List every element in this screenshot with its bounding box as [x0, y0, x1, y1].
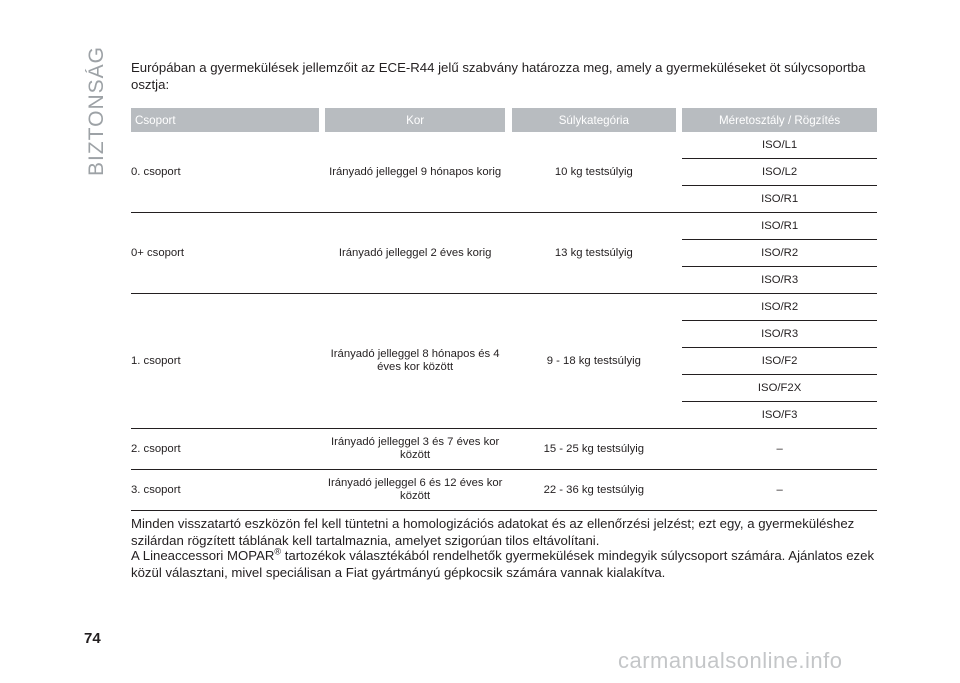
size-cell: ISO/L2 — [682, 159, 877, 186]
group-table — [131, 108, 877, 511]
weight-cell: 22 - 36 kg testsúlyig — [512, 470, 677, 511]
size-cell: ISO/R1 — [682, 186, 877, 213]
size-cell: ISO/R2 — [682, 240, 877, 267]
registered-mark: ® — [274, 546, 282, 557]
table-row — [131, 429, 877, 470]
table-row — [131, 132, 877, 159]
mopar-note — [131, 548, 881, 581]
weight-cell: 13 kg testsúlyig — [512, 213, 677, 294]
size-cell: ISO/R3 — [682, 321, 877, 348]
weight-cell: 10 kg testsúlyig — [512, 132, 677, 213]
table-row — [131, 213, 877, 240]
header-age: Kor — [325, 108, 506, 132]
group-cell: 1. csoport — [131, 294, 319, 429]
size-cell: ISO/R1 — [682, 213, 877, 240]
size-cell: ISO/F2 — [682, 348, 877, 375]
size-cell: ISO/L1 — [682, 132, 877, 159]
mopar-note-end: tartozékok választékából rendelhetők gyermekülések mindegyik súlycsoport számára. Ajánlatos ezek közül választani, mivel speciálisan a Fiat gyártmányú gépkocsik számára vannak kialakítva. — [131, 548, 875, 580]
homologation-note: Minden visszatartó eszközön fel kell tüntetni a homologizációs adatokat és az ellenőrzési jelzést; ezt egy, a gyermeküléshez szilárdan rögzített táblának kell tartalmaznia, amelyet szigorúan tilos eltávolítani. — [131, 516, 855, 548]
age-cell: Irányadó jelleggel 2 éves korig — [325, 213, 506, 294]
size-cell: ISO/F2X — [682, 375, 877, 402]
group-cell: 0. csoport — [131, 132, 319, 213]
section-title: BIZTONSÁG — [85, 46, 108, 176]
age-cell: Irányadó jelleggel 3 és 7 éves kor között — [325, 429, 506, 470]
age-cell: Irányadó jelleggel 6 és 12 éves kor között — [325, 470, 506, 511]
weight-cell: 9 - 18 kg testsúlyig — [512, 294, 677, 429]
age-cell: Irányadó jelleggel 9 hónapos korig — [325, 132, 506, 213]
page-number: 74 — [84, 630, 101, 647]
size-cell: ISO/R3 — [682, 267, 877, 294]
size-cell: – — [682, 470, 877, 511]
watermark: carmanualsonline.info — [618, 648, 843, 673]
intro-paragraph: Európában a gyermekülések jellemzőit az ECE-R44 jelű szabvány határozza meg, amely a gyermeküléseket öt súlycsoportba osztja: — [131, 60, 866, 92]
header-group: Csoport — [131, 108, 319, 132]
mopar-note-start: A Lineaccessori MOPAR — [131, 548, 275, 563]
size-cell: – — [682, 429, 877, 470]
group-cell: 0+ csoport — [131, 213, 319, 294]
age-cell: Irányadó jelleggel 8 hónapos és 4 éves kor között — [325, 294, 506, 429]
size-cell: ISO/R2 — [682, 294, 877, 321]
group-cell: 2. csoport — [131, 429, 319, 470]
size-cell: ISO/F3 — [682, 402, 877, 429]
weight-cell: 15 - 25 kg testsúlyig — [512, 429, 677, 470]
table-row — [131, 470, 877, 511]
header-weight: Súlykategória — [512, 108, 677, 132]
header-size-class: Méretosztály / Rögzítés — [682, 108, 877, 132]
group-cell: 3. csoport — [131, 470, 319, 511]
table-row — [131, 294, 877, 321]
table-header-row — [131, 108, 877, 132]
